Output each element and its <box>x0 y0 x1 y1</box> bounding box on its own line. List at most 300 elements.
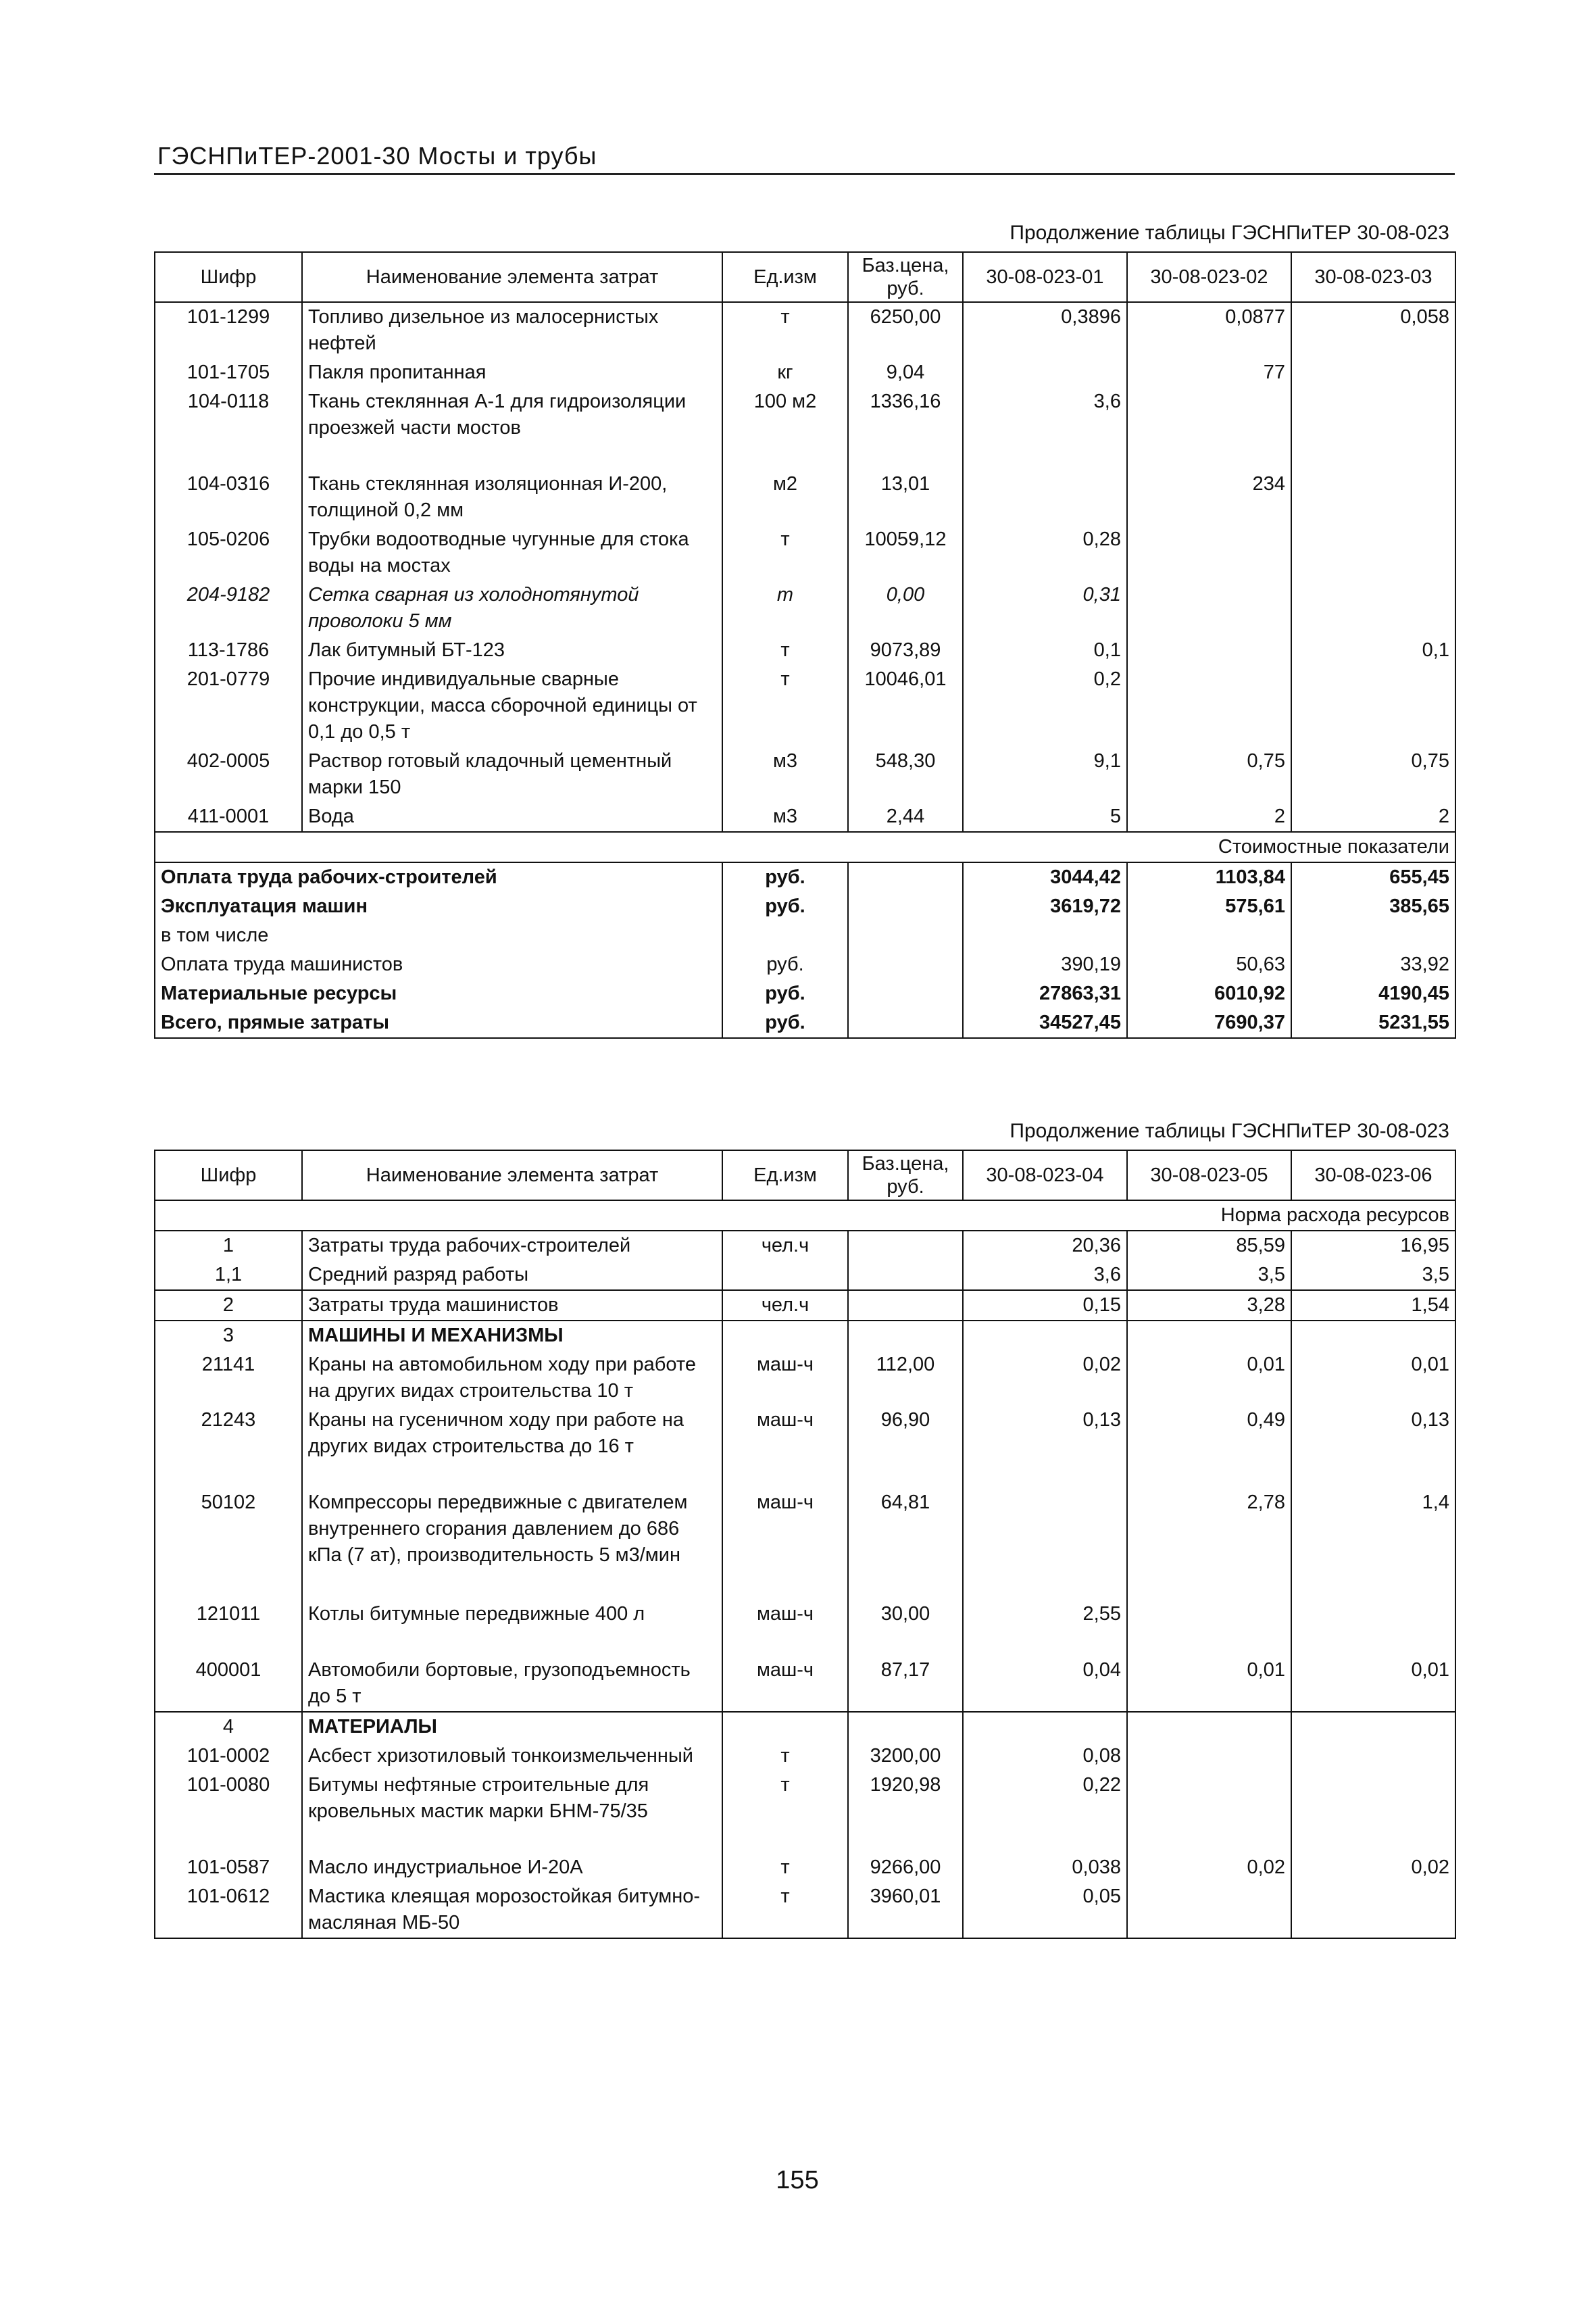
row-code: 104-0316 <box>155 470 302 525</box>
spacer-cell <box>1291 443 1455 470</box>
table-row <box>155 1488 1455 1570</box>
header-title: ГЭСНПиТЕР-2001-30 Мосты и трубы <box>157 142 597 170</box>
spacer-cell <box>1291 1461 1455 1488</box>
row-value-2 <box>1127 665 1291 747</box>
row-value-1: 0,1 <box>963 636 1127 665</box>
row-value-3: 0,02 <box>1291 1853 1455 1882</box>
row-name: Ткань стеклянная А-1 для гидроизоляции проезжей части мостов <box>302 387 722 443</box>
table1 <box>154 251 1456 1039</box>
spacer-cell <box>1127 1570 1291 1600</box>
row-value-1: 0,08 <box>963 1742 1127 1771</box>
row-name: Асбест хризотиловый тонкоизмельченный <box>302 1742 722 1771</box>
row-price: 10046,01 <box>848 665 963 747</box>
col-header-code: Шифр <box>155 252 302 302</box>
table2-caption: Продолжение таблицы ГЭСНПиТЕР 30-08-023 <box>1009 1120 1449 1142</box>
row-value-1 <box>963 1488 1127 1570</box>
row-name: Краны на гусеничном ходу при работе на других видах строительства до 16 т <box>302 1406 722 1461</box>
row-price <box>848 1231 963 1260</box>
row-value-1: 0,02 <box>963 1350 1127 1406</box>
row-value-1: 0,3896 <box>963 302 1127 358</box>
row-value-2: 77 <box>1127 358 1291 387</box>
table1-cost-label-row <box>155 832 1455 862</box>
cost-value-2: 575,61 <box>1127 892 1291 921</box>
row-unit: т <box>722 525 848 581</box>
row-unit: 100 м2 <box>722 387 848 443</box>
table-row <box>155 1656 1455 1712</box>
spacer-cell <box>848 1570 963 1600</box>
row-unit: маш-ч <box>722 1600 848 1629</box>
table1-header-row <box>155 252 1455 302</box>
row-code: 101-1705 <box>155 358 302 387</box>
cost-value-2: 50,63 <box>1127 950 1291 979</box>
row-code: 101-0080 <box>155 1771 302 1826</box>
row-price <box>848 1712 963 1742</box>
spacer-cell <box>848 1826 963 1853</box>
row-value-2: 2 <box>1127 802 1291 832</box>
row-value-3: 1,54 <box>1291 1290 1455 1321</box>
cost-unit: руб. <box>722 862 848 892</box>
cost-value-3: 655,45 <box>1291 862 1455 892</box>
table-row <box>155 1771 1455 1826</box>
col-header-unit: Ед.изм <box>722 1150 848 1200</box>
spacer-cell <box>1127 443 1291 470</box>
spacer-cell <box>1291 1570 1455 1600</box>
cost-row <box>155 921 1455 950</box>
row-value-3 <box>1291 1600 1455 1629</box>
row-code: 21243 <box>155 1406 302 1461</box>
col-header-v2: 30-08-023-02 <box>1127 252 1291 302</box>
table1-caption: Продолжение таблицы ГЭСНПиТЕР 30-08-023 <box>1009 222 1449 244</box>
cost-price-empty <box>848 862 963 892</box>
cost-name: Оплата труда рабочих-строителей <box>155 862 722 892</box>
row-price <box>848 1321 963 1350</box>
row-name: Топливо дизельное из малосернистых нефтей <box>302 302 722 358</box>
row-name: Трубки водоотводные чугунные для стока воды на мостах <box>302 525 722 581</box>
cost-value-3: 33,92 <box>1291 950 1455 979</box>
row-value-2 <box>1127 581 1291 636</box>
running-header <box>154 142 1455 175</box>
spacer-cell <box>848 443 963 470</box>
cost-row <box>155 862 1455 892</box>
cost-value-1: 3044,42 <box>963 862 1127 892</box>
spacer-cell <box>722 1570 848 1600</box>
cost-price-empty <box>848 1008 963 1038</box>
table-row <box>155 802 1455 832</box>
table2 <box>154 1150 1456 1939</box>
cost-value-3: 5231,55 <box>1291 1008 1455 1038</box>
spacer-cell <box>848 1629 963 1656</box>
cost-section-label: Стоимостные показатели <box>155 832 1455 862</box>
norm-section-label: Норма расхода ресурсов <box>155 1200 1455 1231</box>
spacer-cell <box>848 1461 963 1488</box>
row-unit: м2 <box>722 470 848 525</box>
table2-norm-label-row <box>155 1200 1455 1231</box>
row-value-2: 3,5 <box>1127 1260 1291 1290</box>
row-value-1: 3,6 <box>963 1260 1127 1290</box>
row-value-1: 20,36 <box>963 1231 1127 1260</box>
row-value-1: 0,22 <box>963 1771 1127 1826</box>
row-price: 1336,16 <box>848 387 963 443</box>
cost-name: в том числе <box>155 921 722 950</box>
row-price: 9073,89 <box>848 636 963 665</box>
table-row <box>155 1290 1455 1321</box>
row-unit: т <box>722 1853 848 1882</box>
row-unit <box>722 1321 848 1350</box>
row-value-3: 16,95 <box>1291 1231 1455 1260</box>
row-value-1: 0,13 <box>963 1406 1127 1461</box>
row-value-3: 3,5 <box>1291 1260 1455 1290</box>
row-unit: т <box>722 665 848 747</box>
row-name: Лак битумный БТ-123 <box>302 636 722 665</box>
spacer-cell <box>963 1570 1127 1600</box>
row-value-1: 0,04 <box>963 1656 1127 1712</box>
row-name: Затраты труда рабочих-строителей <box>302 1231 722 1260</box>
row-value-3: 2 <box>1291 802 1455 832</box>
row-value-2: 3,28 <box>1127 1290 1291 1321</box>
row-value-3: 0,01 <box>1291 1350 1455 1406</box>
row-name: Краны на автомобильном ходу при работе на других видах строительства 10 т <box>302 1350 722 1406</box>
row-code: 2 <box>155 1290 302 1321</box>
spacer-cell <box>963 443 1127 470</box>
table-row <box>155 1742 1455 1771</box>
cost-value-2: 7690,37 <box>1127 1008 1291 1038</box>
table-row <box>155 387 1455 443</box>
row-price: 112,00 <box>848 1350 963 1406</box>
table2-header-row <box>155 1150 1455 1200</box>
cost-name: Оплата труда машинистов <box>155 950 722 979</box>
spacer-cell <box>722 1461 848 1488</box>
row-value-3 <box>1291 1321 1455 1350</box>
row-value-2: 0,49 <box>1127 1406 1291 1461</box>
row-value-3: 0,75 <box>1291 747 1455 802</box>
row-code: 3 <box>155 1321 302 1350</box>
row-price: 30,00 <box>848 1600 963 1629</box>
row-name: Мастика клеящая морозостойкая битумно-масляная МБ-50 <box>302 1882 722 1938</box>
row-unit: т <box>722 1771 848 1826</box>
row-price: 3960,01 <box>848 1882 963 1938</box>
row-price: 96,90 <box>848 1406 963 1461</box>
cost-value-1: 34527,45 <box>963 1008 1127 1038</box>
row-unit <box>722 1712 848 1742</box>
row-value-2: 234 <box>1127 470 1291 525</box>
row-price: 9266,00 <box>848 1853 963 1882</box>
row-price: 0,00 <box>848 581 963 636</box>
spacer-cell <box>722 1826 848 1853</box>
row-price <box>848 1290 963 1321</box>
spacer-cell <box>963 1461 1127 1488</box>
row-value-3 <box>1291 1882 1455 1938</box>
row-price: 64,81 <box>848 1488 963 1570</box>
row-unit: т <box>722 302 848 358</box>
spacer-cell <box>963 1629 1127 1656</box>
row-name: Пакля пропитанная <box>302 358 722 387</box>
col-header-v3: 30-08-023-03 <box>1291 252 1455 302</box>
cost-price-empty <box>848 892 963 921</box>
table-row <box>155 470 1455 525</box>
row-code: 411-0001 <box>155 802 302 832</box>
row-code: 121011 <box>155 1600 302 1629</box>
row-value-2: 0,01 <box>1127 1656 1291 1712</box>
row-name: Средний разряд работы <box>302 1260 722 1290</box>
row-name: Затраты труда машинистов <box>302 1290 722 1321</box>
row-unit: т <box>722 1882 848 1938</box>
row-value-1: 0,038 <box>963 1853 1127 1882</box>
table-row <box>155 665 1455 747</box>
row-unit: м3 <box>722 802 848 832</box>
cost-unit: руб. <box>722 950 848 979</box>
row-value-1: 2,55 <box>963 1600 1127 1629</box>
cost-unit: руб. <box>722 979 848 1008</box>
row-value-2: 0,0877 <box>1127 302 1291 358</box>
row-name: Компрессоры передвижные с двигателем внутреннего сгорания давлением до 686 кПа (7 ат), производительность 5 м3/мин <box>302 1488 722 1570</box>
spacer-cell <box>302 1570 722 1600</box>
row-value-1: 0,15 <box>963 1290 1127 1321</box>
row-code: 400001 <box>155 1656 302 1712</box>
cost-unit: руб. <box>722 1008 848 1038</box>
spacer-cell <box>963 1826 1127 1853</box>
table-row <box>155 1853 1455 1882</box>
row-value-1 <box>963 1321 1127 1350</box>
row-code: 105-0206 <box>155 525 302 581</box>
cost-row <box>155 1008 1455 1038</box>
row-value-1 <box>963 470 1127 525</box>
row-name: Масло индустриальное И-20А <box>302 1853 722 1882</box>
row-value-2 <box>1127 1712 1291 1742</box>
row-unit: чел.ч <box>722 1290 848 1321</box>
row-unit: маш-ч <box>722 1656 848 1712</box>
row-code: 4 <box>155 1712 302 1742</box>
row-name: МАШИНЫ И МЕХАНИЗМЫ <box>302 1321 722 1350</box>
row-value-3 <box>1291 1771 1455 1826</box>
cost-value-1: 3619,72 <box>963 892 1127 921</box>
row-value-3: 1,4 <box>1291 1488 1455 1570</box>
col-header-name: Наименование элемента затрат <box>302 252 722 302</box>
cost-value-1: 27863,31 <box>963 979 1127 1008</box>
spacer-cell <box>155 1461 302 1488</box>
row-code: 104-0118 <box>155 387 302 443</box>
spacer-cell <box>155 1826 302 1853</box>
row-value-1 <box>963 1712 1127 1742</box>
row-code: 50102 <box>155 1488 302 1570</box>
table-row <box>155 358 1455 387</box>
row-spacer <box>155 1826 1455 1853</box>
row-unit: маш-ч <box>722 1406 848 1461</box>
spacer-cell <box>302 1461 722 1488</box>
row-value-3 <box>1291 525 1455 581</box>
row-spacer <box>155 1629 1455 1656</box>
row-value-2 <box>1127 1771 1291 1826</box>
row-value-2: 0,75 <box>1127 747 1291 802</box>
row-value-2: 85,59 <box>1127 1231 1291 1260</box>
spacer-cell <box>1127 1826 1291 1853</box>
row-price: 1920,98 <box>848 1771 963 1826</box>
cost-row <box>155 950 1455 979</box>
row-value-1: 0,31 <box>963 581 1127 636</box>
row-unit: чел.ч <box>722 1231 848 1260</box>
row-value-3: 0,01 <box>1291 1656 1455 1712</box>
row-spacer <box>155 1461 1455 1488</box>
row-code: 204-9182 <box>155 581 302 636</box>
row-value-2 <box>1127 1742 1291 1771</box>
spacer-cell <box>1127 1461 1291 1488</box>
row-value-2 <box>1127 1321 1291 1350</box>
row-spacer <box>155 443 1455 470</box>
row-value-1 <box>963 358 1127 387</box>
cost-value-2: 1103,84 <box>1127 862 1291 892</box>
table-row <box>155 1406 1455 1461</box>
row-value-3: 0,058 <box>1291 302 1455 358</box>
row-value-2 <box>1127 525 1291 581</box>
table-row <box>155 1350 1455 1406</box>
row-code: 113-1786 <box>155 636 302 665</box>
row-name: МАТЕРИАЛЫ <box>302 1712 722 1742</box>
row-spacer <box>155 1570 1455 1600</box>
cost-row <box>155 892 1455 921</box>
row-name: Вода <box>302 802 722 832</box>
row-price: 13,01 <box>848 470 963 525</box>
row-value-1: 0,28 <box>963 525 1127 581</box>
row-unit <box>722 1260 848 1290</box>
row-price: 2,44 <box>848 802 963 832</box>
cost-name: Материальные ресурсы <box>155 979 722 1008</box>
row-value-2 <box>1127 636 1291 665</box>
row-price: 10059,12 <box>848 525 963 581</box>
cost-value-3: 4190,45 <box>1291 979 1455 1008</box>
row-unit: т <box>722 636 848 665</box>
cost-price-empty <box>848 950 963 979</box>
table-row <box>155 1231 1455 1260</box>
cost-price-empty <box>848 921 963 950</box>
spacer-cell <box>1291 1826 1455 1853</box>
cost-unit <box>722 921 848 950</box>
cost-value-2: 6010,92 <box>1127 979 1291 1008</box>
row-value-2 <box>1127 387 1291 443</box>
col-header-unit: Ед.изм <box>722 252 848 302</box>
spacer-cell <box>302 1629 722 1656</box>
row-value-3 <box>1291 470 1455 525</box>
row-code: 402-0005 <box>155 747 302 802</box>
row-value-2 <box>1127 1600 1291 1629</box>
spacer-cell <box>155 1570 302 1600</box>
row-code: 101-1299 <box>155 302 302 358</box>
row-value-1: 9,1 <box>963 747 1127 802</box>
row-name: Сетка сварная из холоднотянутой проволоки 5 мм <box>302 581 722 636</box>
col-header-v2: 30-08-023-05 <box>1127 1150 1291 1200</box>
col-header-v1: 30-08-023-04 <box>963 1150 1127 1200</box>
row-name: Прочие индивидуальные сварные конструкции, масса сборочной единицы от 0,1 до 0,5 т <box>302 665 722 747</box>
row-price: 6250,00 <box>848 302 963 358</box>
table-row <box>155 581 1455 636</box>
spacer-cell <box>722 1629 848 1656</box>
row-value-3 <box>1291 1712 1455 1742</box>
row-name: Котлы битумные передвижные 400 л <box>302 1600 722 1629</box>
cost-price-empty <box>848 979 963 1008</box>
row-value-3 <box>1291 387 1455 443</box>
row-unit: кг <box>722 358 848 387</box>
spacer-cell <box>302 1826 722 1853</box>
row-unit: маш-ч <box>722 1488 848 1570</box>
spacer-cell <box>302 443 722 470</box>
cost-value-3: 385,65 <box>1291 892 1455 921</box>
cost-row <box>155 979 1455 1008</box>
row-unit: м3 <box>722 747 848 802</box>
spacer-cell <box>1291 1629 1455 1656</box>
table-row <box>155 525 1455 581</box>
table-row <box>155 1260 1455 1290</box>
row-code: 1,1 <box>155 1260 302 1290</box>
row-value-2: 0,02 <box>1127 1853 1291 1882</box>
row-value-1: 3,6 <box>963 387 1127 443</box>
table-row <box>155 1321 1455 1350</box>
row-name: Ткань стеклянная изоляционная И-200, толщиной 0,2 мм <box>302 470 722 525</box>
row-value-2: 2,78 <box>1127 1488 1291 1570</box>
page-number: 155 <box>776 2166 819 2194</box>
row-price: 548,30 <box>848 747 963 802</box>
row-value-3 <box>1291 1742 1455 1771</box>
row-unit: маш-ч <box>722 1350 848 1406</box>
row-unit: т <box>722 1742 848 1771</box>
row-name: Раствор готовый кладочный цементный марки 150 <box>302 747 722 802</box>
cost-unit: руб. <box>722 892 848 921</box>
row-value-3 <box>1291 665 1455 747</box>
row-price: 3200,00 <box>848 1742 963 1771</box>
row-price: 87,17 <box>848 1656 963 1712</box>
spacer-cell <box>1127 1629 1291 1656</box>
table-row <box>155 1600 1455 1629</box>
cost-name: Всего, прямые затраты <box>155 1008 722 1038</box>
row-code: 1 <box>155 1231 302 1260</box>
table-row <box>155 747 1455 802</box>
row-name: Битумы нефтяные строительные для кровельных мастик марки БНМ-75/35 <box>302 1771 722 1826</box>
row-price <box>848 1260 963 1290</box>
cost-value-1: 390,19 <box>963 950 1127 979</box>
row-price: 9,04 <box>848 358 963 387</box>
cost-value-1 <box>963 921 1127 950</box>
col-header-name: Наименование элемента затрат <box>302 1150 722 1200</box>
row-name: Автомобили бортовые, грузоподъемность до 5 т <box>302 1656 722 1712</box>
col-header-price: Баз.цена, руб. <box>848 1150 963 1200</box>
row-value-2: 0,01 <box>1127 1350 1291 1406</box>
row-value-1: 0,2 <box>963 665 1127 747</box>
row-value-3 <box>1291 358 1455 387</box>
row-code: 101-0002 <box>155 1742 302 1771</box>
table-row <box>155 636 1455 665</box>
row-value-1: 5 <box>963 802 1127 832</box>
spacer-cell <box>722 443 848 470</box>
col-header-price: Баз.цена, руб. <box>848 252 963 302</box>
row-code: 201-0779 <box>155 665 302 747</box>
row-code: 101-0612 <box>155 1882 302 1938</box>
col-header-v3: 30-08-023-06 <box>1291 1150 1455 1200</box>
spacer-cell <box>155 443 302 470</box>
row-unit: т <box>722 581 848 636</box>
row-value-3: 0,13 <box>1291 1406 1455 1461</box>
row-value-1: 0,05 <box>963 1882 1127 1938</box>
table-row <box>155 1882 1455 1938</box>
cost-value-3 <box>1291 921 1455 950</box>
row-value-3 <box>1291 581 1455 636</box>
row-code: 21141 <box>155 1350 302 1406</box>
cost-name: Эксплуатация машин <box>155 892 722 921</box>
table-row <box>155 1712 1455 1742</box>
cost-value-2 <box>1127 921 1291 950</box>
row-value-2 <box>1127 1882 1291 1938</box>
table-row <box>155 302 1455 358</box>
col-header-v1: 30-08-023-01 <box>963 252 1127 302</box>
row-value-3: 0,1 <box>1291 636 1455 665</box>
spacer-cell <box>155 1629 302 1656</box>
col-header-code: Шифр <box>155 1150 302 1200</box>
